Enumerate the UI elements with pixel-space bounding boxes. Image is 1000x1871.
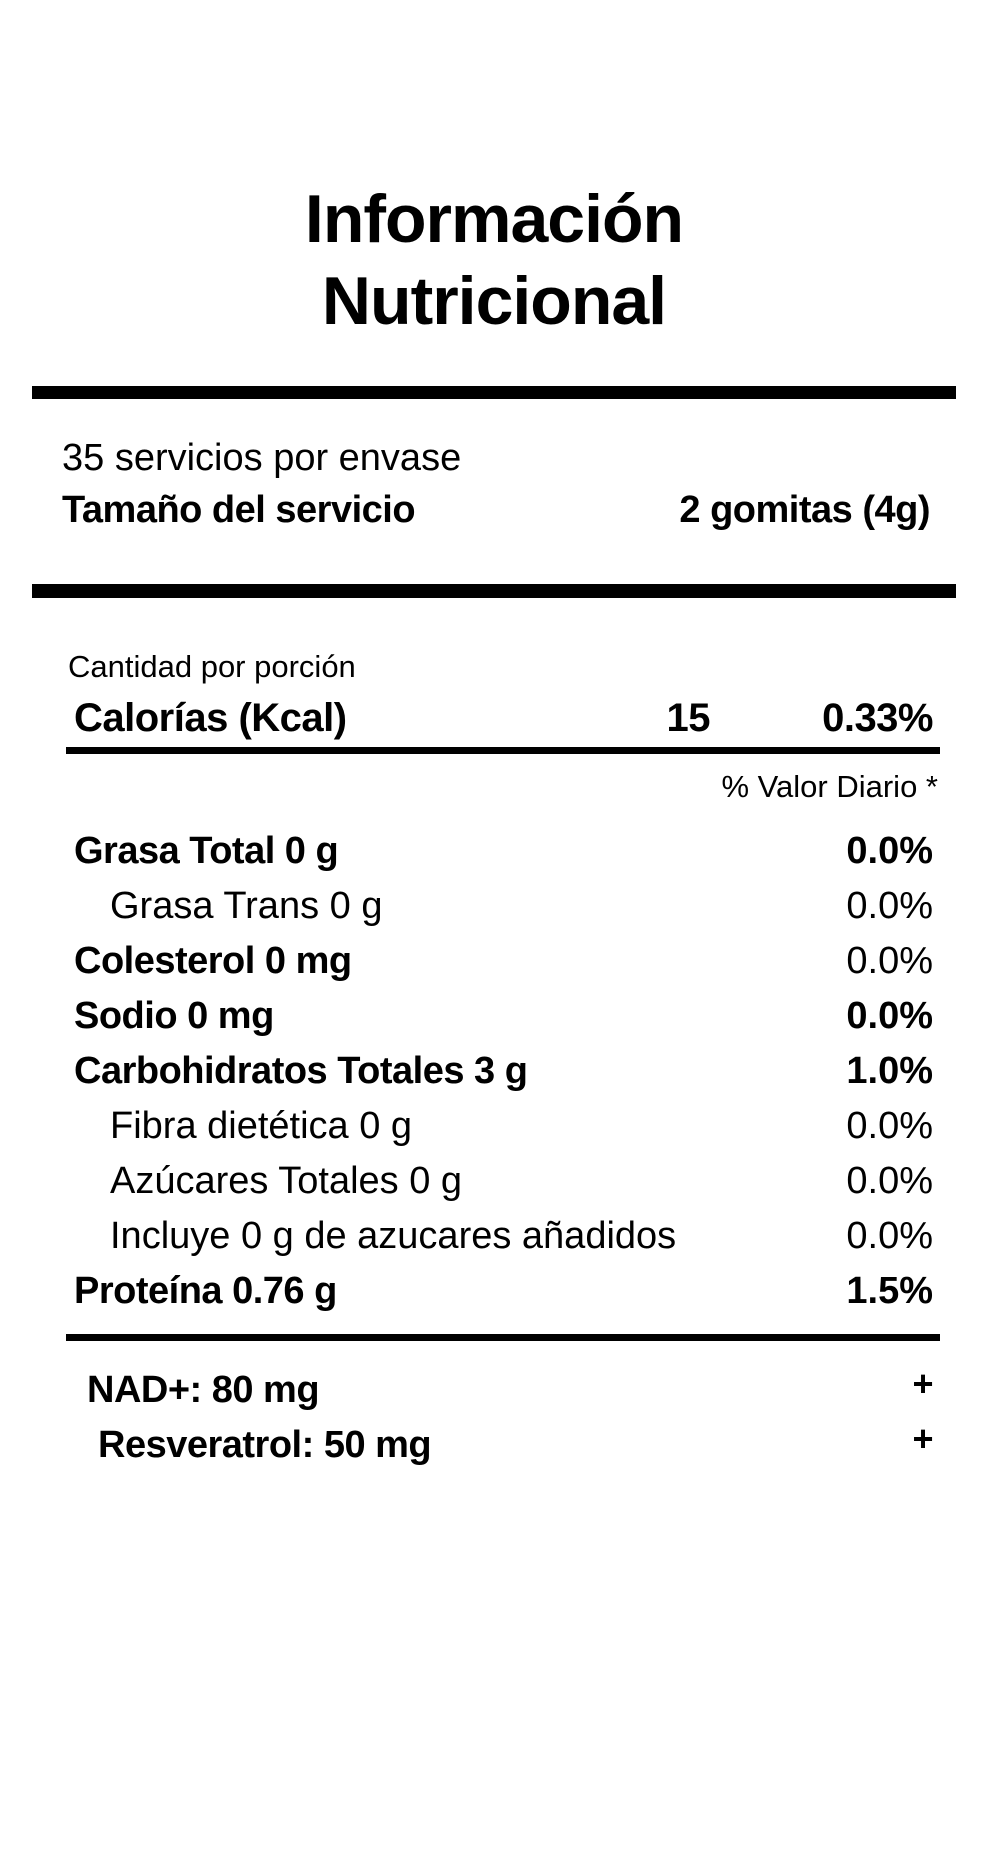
nutrient-daily-value: 1.0% xyxy=(846,1050,933,1092)
nutrient-daily-value: 0.0% xyxy=(846,1215,933,1257)
supplement-label: NAD+: 80 mg xyxy=(87,1369,320,1411)
divider-rule-supplements xyxy=(66,1334,940,1341)
table-row-trans-fat xyxy=(32,879,956,934)
table-row-cholesterol xyxy=(32,934,956,989)
nutrient-label: Incluye 0 g de azucares añadidos xyxy=(110,1215,677,1257)
calories-amount: 15 xyxy=(666,696,710,740)
nutrient-daily-value: 0.0% xyxy=(846,1105,933,1147)
divider-bar-servings xyxy=(32,584,956,598)
calories-row xyxy=(32,694,956,742)
nutrient-label: Grasa Total 0 g xyxy=(74,830,339,872)
daily-value-header: % Valor Diario * xyxy=(721,769,938,804)
table-row-resveratrol xyxy=(32,1418,956,1473)
nutrient-daily-value: 0.0% xyxy=(846,995,933,1037)
table-row-sodium xyxy=(32,989,956,1044)
nutrient-daily-value: 1.5% xyxy=(846,1270,933,1312)
nutrient-label: Carbohidratos Totales 3 g xyxy=(74,1050,528,1092)
table-row-total-sugars xyxy=(32,1154,956,1209)
supplement-daily-value: + xyxy=(912,1363,933,1404)
servings-per-container: 35 servicios por envase xyxy=(62,437,462,479)
divider-bar-top xyxy=(32,386,956,399)
nutrient-label: Colesterol 0 mg xyxy=(74,940,352,982)
nutrient-label: Fibra dietética 0 g xyxy=(110,1105,413,1147)
title-line-2: Nutricional xyxy=(321,263,667,339)
nutrient-label: Grasa Trans 0 g xyxy=(110,885,383,927)
nutrient-label: Proteína 0.76 g xyxy=(74,1270,337,1312)
nutrient-daily-value: 0.0% xyxy=(846,885,933,927)
nutrient-rows xyxy=(32,824,956,1319)
table-row-total-carbohydrate xyxy=(32,1044,956,1099)
calories-label: Calorías (Kcal) xyxy=(74,696,347,740)
nutrient-daily-value: 0.0% xyxy=(846,1160,933,1202)
nutrition-facts-panel xyxy=(32,0,956,1473)
supplement-daily-value: + xyxy=(912,1418,933,1459)
table-row-protein xyxy=(32,1264,956,1319)
nutrient-daily-value: 0.0% xyxy=(846,830,933,872)
serving-size-label: Tamaño del servicio xyxy=(62,489,416,531)
serving-size-row xyxy=(62,487,930,533)
supplement-label: Resveratrol: 50 mg xyxy=(98,1424,432,1466)
nutrient-daily-value: 0.0% xyxy=(846,940,933,982)
supplement-rows xyxy=(32,1363,956,1473)
table-row-nad xyxy=(32,1363,956,1418)
nutrient-label: Azúcares Totales 0 g xyxy=(110,1160,463,1202)
page-title xyxy=(32,0,956,342)
title-line-1: Información xyxy=(304,181,684,257)
table-row-dietary-fiber xyxy=(32,1099,956,1154)
table-row-total-fat xyxy=(32,824,956,879)
divider-rule-calories xyxy=(66,747,940,754)
table-row-added-sugars xyxy=(32,1209,956,1264)
amount-per-serving-label: Cantidad por porción xyxy=(68,649,356,684)
calories-daily-value: 0.33% xyxy=(822,696,933,740)
nutrient-label: Sodio 0 mg xyxy=(74,995,274,1037)
servings-section xyxy=(32,399,956,533)
serving-size-value: 2 gomitas (4g) xyxy=(679,489,930,531)
